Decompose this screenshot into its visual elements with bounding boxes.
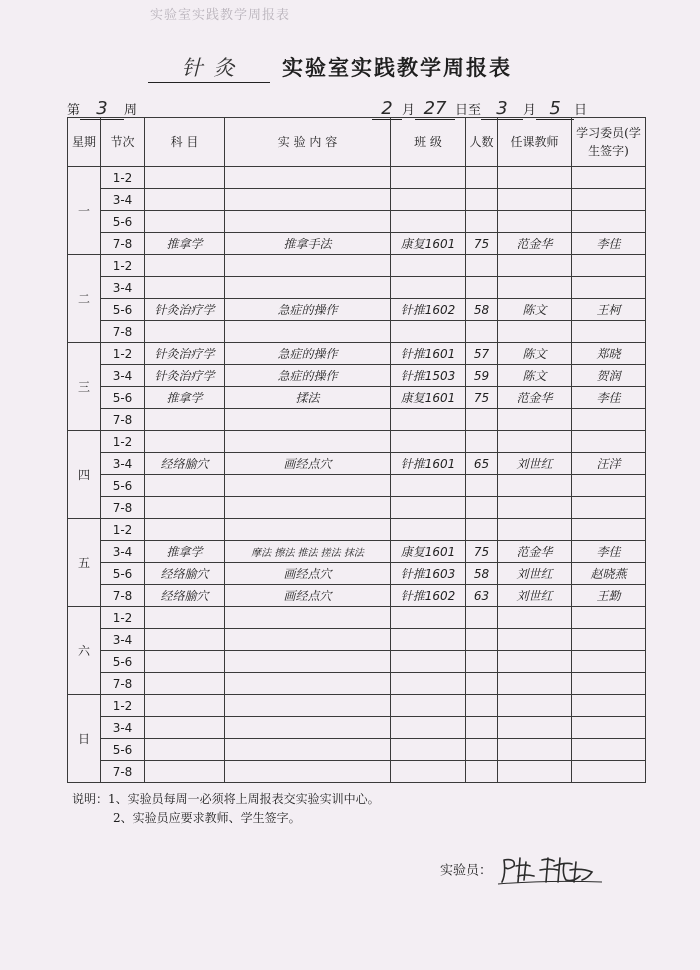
count-cell	[466, 629, 498, 651]
session-cell: 7-8	[101, 321, 145, 343]
table-row	[68, 563, 646, 585]
count-cell: 75	[466, 233, 498, 255]
table-row	[68, 629, 646, 651]
count-cell	[466, 519, 498, 541]
content-cell: 推拿手法	[225, 233, 391, 255]
content-cell	[225, 189, 391, 211]
table-row	[68, 365, 646, 387]
teacher-cell: 陈文	[498, 299, 572, 321]
session-cell: 1-2	[101, 343, 145, 365]
class-cell: 针推1601	[391, 343, 466, 365]
content-cell	[225, 409, 391, 431]
session-cell: 5-6	[101, 651, 145, 673]
table-row	[68, 695, 646, 717]
teacher-cell: 范金华	[498, 541, 572, 563]
class-cell	[391, 167, 466, 189]
session-cell: 1-2	[101, 431, 145, 453]
class-cell	[391, 761, 466, 783]
day-to-char: 日至	[455, 103, 482, 118]
table-row	[68, 453, 646, 475]
count-cell	[466, 761, 498, 783]
monitor-cell: 李佳	[572, 387, 646, 409]
monitor-cell	[572, 255, 646, 277]
monitor-cell	[572, 321, 646, 343]
content-cell	[225, 321, 391, 343]
teacher-cell	[498, 277, 572, 299]
monitor-cell	[572, 277, 646, 299]
teacher-cell	[498, 651, 572, 673]
monitor-cell: 王勤	[572, 585, 646, 607]
monitor-cell: 贺润	[572, 365, 646, 387]
table-row	[68, 277, 646, 299]
session-cell: 5-6	[101, 387, 145, 409]
session-cell: 3-4	[101, 629, 145, 651]
count-cell	[466, 431, 498, 453]
teacher-cell: 范金华	[498, 233, 572, 255]
weekday-cell: 六	[68, 607, 101, 695]
day-char: 日	[574, 103, 588, 118]
session-cell: 1-2	[101, 519, 145, 541]
subject-cell: 经络腧穴	[145, 563, 225, 585]
subject-cell	[145, 409, 225, 431]
table-body	[68, 167, 646, 783]
count-cell: 57	[466, 343, 498, 365]
session-cell: 5-6	[101, 563, 145, 585]
subject-cell: 针灸治疗学	[145, 365, 225, 387]
monitor-cell: 王柯	[572, 299, 646, 321]
teacher-cell: 陈文	[498, 343, 572, 365]
start-day: 27	[415, 98, 455, 120]
start-month: 2	[372, 98, 402, 120]
class-cell	[391, 673, 466, 695]
table-row	[68, 497, 646, 519]
col-monitor: 学习委员(学生签字)	[572, 118, 646, 167]
teacher-cell	[498, 189, 572, 211]
table-row	[68, 387, 646, 409]
content-cell: 画经点穴	[225, 563, 391, 585]
count-cell: 58	[466, 299, 498, 321]
count-cell	[466, 189, 498, 211]
report-table	[67, 117, 646, 783]
teacher-cell	[498, 255, 572, 277]
table-row	[68, 717, 646, 739]
subject-cell	[145, 277, 225, 299]
teacher-cell	[498, 673, 572, 695]
table-row	[68, 475, 646, 497]
teacher-cell: 刘世红	[498, 453, 572, 475]
weekday-cell: 一	[68, 167, 101, 255]
monitor-cell	[572, 673, 646, 695]
table-header-row	[68, 118, 646, 167]
table-row	[68, 519, 646, 541]
session-cell: 5-6	[101, 475, 145, 497]
class-cell	[391, 409, 466, 431]
table-row	[68, 739, 646, 761]
monitor-cell	[572, 497, 646, 519]
content-cell	[225, 761, 391, 783]
monitor-cell: 李佳	[572, 233, 646, 255]
title-text: 实验室实践教学周报表	[282, 55, 512, 80]
table-row	[68, 541, 646, 563]
table-row	[68, 343, 646, 365]
class-cell: 针推1602	[391, 585, 466, 607]
session-cell: 3-4	[101, 365, 145, 387]
content-cell: 揉法	[225, 387, 391, 409]
class-cell: 康复1601	[391, 541, 466, 563]
class-cell	[391, 651, 466, 673]
table-row	[68, 255, 646, 277]
content-cell: 摩法 擦法 推法 搓法 抹法	[225, 541, 391, 563]
monitor-cell: 汪洋	[572, 453, 646, 475]
monitor-cell: 赵晓燕	[572, 563, 646, 585]
teacher-cell	[498, 519, 572, 541]
subject-cell	[145, 717, 225, 739]
content-cell: 急症的操作	[225, 365, 391, 387]
class-cell	[391, 717, 466, 739]
subject-cell	[145, 431, 225, 453]
class-cell	[391, 497, 466, 519]
count-cell: 58	[466, 563, 498, 585]
signature	[496, 852, 606, 890]
session-cell: 7-8	[101, 233, 145, 255]
teacher-cell	[498, 695, 572, 717]
class-cell	[391, 607, 466, 629]
monitor-cell	[572, 651, 646, 673]
class-cell	[391, 739, 466, 761]
table-row	[68, 409, 646, 431]
class-cell	[391, 695, 466, 717]
note-1: 说明：1、实验员每周一必须将上周报表交实验实训中心。	[72, 792, 380, 806]
class-cell	[391, 519, 466, 541]
col-count: 人数	[466, 118, 498, 167]
bleed-through-text: 实验室实践教学周报表	[150, 8, 291, 23]
count-cell	[466, 739, 498, 761]
signer-block	[440, 852, 606, 890]
monitor-cell: 郑晓	[572, 343, 646, 365]
content-cell	[225, 651, 391, 673]
count-cell	[466, 651, 498, 673]
count-cell: 75	[466, 387, 498, 409]
session-cell: 5-6	[101, 211, 145, 233]
monitor-cell	[572, 629, 646, 651]
count-cell	[466, 717, 498, 739]
teacher-cell	[498, 167, 572, 189]
teacher-cell	[498, 211, 572, 233]
weekday-cell: 三	[68, 343, 101, 431]
monitor-cell	[572, 167, 646, 189]
subject-cell	[145, 475, 225, 497]
monitor-cell	[572, 519, 646, 541]
session-cell: 3-4	[101, 189, 145, 211]
content-cell	[225, 673, 391, 695]
session-cell: 7-8	[101, 585, 145, 607]
class-cell	[391, 277, 466, 299]
teacher-cell	[498, 629, 572, 651]
count-cell	[466, 607, 498, 629]
subject-cell	[145, 607, 225, 629]
count-cell	[466, 277, 498, 299]
session-cell: 3-4	[101, 541, 145, 563]
monitor-cell	[572, 717, 646, 739]
class-cell: 针推1603	[391, 563, 466, 585]
subject-cell	[145, 695, 225, 717]
end-month: 3	[481, 98, 523, 120]
monitor-cell: 李佳	[572, 541, 646, 563]
class-cell	[391, 321, 466, 343]
count-cell: 75	[466, 541, 498, 563]
session-cell: 3-4	[101, 453, 145, 475]
table-row	[68, 651, 646, 673]
table-row	[68, 211, 646, 233]
teacher-cell	[498, 607, 572, 629]
class-cell: 康复1601	[391, 233, 466, 255]
content-cell	[225, 607, 391, 629]
month-char: 月	[402, 103, 416, 118]
subject-cell	[145, 255, 225, 277]
teacher-cell: 范金华	[498, 387, 572, 409]
table-row	[68, 167, 646, 189]
class-cell: 康复1601	[391, 387, 466, 409]
signature-scribble	[496, 852, 606, 886]
content-cell	[225, 211, 391, 233]
count-cell	[466, 321, 498, 343]
teacher-cell: 陈文	[498, 365, 572, 387]
class-cell: 针推1503	[391, 365, 466, 387]
session-cell: 3-4	[101, 277, 145, 299]
content-cell	[225, 717, 391, 739]
weekday-cell: 日	[68, 695, 101, 783]
session-cell: 7-8	[101, 673, 145, 695]
count-cell: 59	[466, 365, 498, 387]
session-cell: 5-6	[101, 299, 145, 321]
content-cell	[225, 475, 391, 497]
count-cell	[466, 167, 498, 189]
content-cell	[225, 695, 391, 717]
content-cell	[225, 255, 391, 277]
subject-cell	[145, 321, 225, 343]
count-cell	[466, 497, 498, 519]
class-cell	[391, 211, 466, 233]
table-row	[68, 761, 646, 783]
monitor-cell	[572, 739, 646, 761]
class-cell	[391, 431, 466, 453]
session-cell: 7-8	[101, 497, 145, 519]
month-char-2: 月	[523, 103, 537, 118]
content-cell: 急症的操作	[225, 343, 391, 365]
class-cell	[391, 475, 466, 497]
monitor-cell	[572, 431, 646, 453]
count-cell	[466, 475, 498, 497]
col-subject: 科 目	[145, 118, 225, 167]
subject-cell: 经络腧穴	[145, 585, 225, 607]
teacher-cell	[498, 739, 572, 761]
weekday-cell: 四	[68, 431, 101, 519]
teacher-cell: 刘世红	[498, 563, 572, 585]
subject-cell	[145, 673, 225, 695]
weekday-cell: 二	[68, 255, 101, 343]
table-row	[68, 189, 646, 211]
subject-cell	[145, 211, 225, 233]
note-2: 2、实验员应要求教师、学生签字。	[113, 811, 301, 825]
count-cell	[466, 255, 498, 277]
weekday-cell: 五	[68, 519, 101, 607]
subject-cell	[145, 761, 225, 783]
subject-cell: 针灸治疗学	[145, 299, 225, 321]
week-number: 3	[80, 98, 124, 120]
count-cell	[466, 211, 498, 233]
content-cell	[225, 519, 391, 541]
class-cell	[391, 255, 466, 277]
teacher-cell	[498, 497, 572, 519]
subject-cell: 经络腧穴	[145, 453, 225, 475]
monitor-cell	[572, 211, 646, 233]
end-day: 5	[536, 98, 574, 120]
subject-cell: 推拿学	[145, 233, 225, 255]
session-cell: 5-6	[101, 739, 145, 761]
col-class: 班 级	[391, 118, 466, 167]
teacher-cell	[498, 321, 572, 343]
count-cell	[466, 695, 498, 717]
session-cell: 7-8	[101, 409, 145, 431]
class-cell: 针推1602	[391, 299, 466, 321]
subject-cell	[145, 519, 225, 541]
session-cell: 3-4	[101, 717, 145, 739]
monitor-cell	[572, 695, 646, 717]
department-name: 针 灸	[148, 52, 270, 83]
session-cell: 1-2	[101, 607, 145, 629]
subject-cell: 推拿学	[145, 541, 225, 563]
subject-cell: 推拿学	[145, 387, 225, 409]
col-session: 节次	[101, 118, 145, 167]
col-teacher: 任课教师	[498, 118, 572, 167]
table-row	[68, 299, 646, 321]
content-cell	[225, 277, 391, 299]
teacher-cell: 刘世红	[498, 585, 572, 607]
monitor-cell	[572, 189, 646, 211]
session-cell: 1-2	[101, 695, 145, 717]
subject-cell	[145, 651, 225, 673]
teacher-cell	[498, 717, 572, 739]
subject-cell	[145, 629, 225, 651]
monitor-cell	[572, 761, 646, 783]
week-prefix: 第	[67, 103, 81, 118]
content-cell	[225, 739, 391, 761]
table-row	[68, 233, 646, 255]
table-row	[68, 673, 646, 695]
table-row	[68, 321, 646, 343]
class-cell	[391, 629, 466, 651]
content-cell	[225, 629, 391, 651]
monitor-cell	[572, 607, 646, 629]
content-cell	[225, 431, 391, 453]
signer-label: 实验员：	[440, 863, 493, 879]
table-row	[68, 431, 646, 453]
session-cell: 1-2	[101, 255, 145, 277]
content-cell	[225, 167, 391, 189]
content-cell: 画经点穴	[225, 585, 391, 607]
content-cell: 画经点穴	[225, 453, 391, 475]
count-cell: 63	[466, 585, 498, 607]
subject-cell	[145, 497, 225, 519]
col-weekday: 星期	[68, 118, 101, 167]
col-content: 实 验 内 容	[225, 118, 391, 167]
table-row	[68, 607, 646, 629]
teacher-cell	[498, 761, 572, 783]
subject-cell	[145, 189, 225, 211]
session-cell: 7-8	[101, 761, 145, 783]
class-cell: 针推1601	[391, 453, 466, 475]
subject-cell	[145, 167, 225, 189]
week-suffix: 周	[124, 103, 138, 118]
page-title	[148, 52, 512, 83]
subject-cell	[145, 739, 225, 761]
session-cell: 1-2	[101, 167, 145, 189]
content-cell: 急症的操作	[225, 299, 391, 321]
monitor-cell	[572, 475, 646, 497]
monitor-cell	[572, 409, 646, 431]
content-cell	[225, 497, 391, 519]
subject-cell: 针灸治疗学	[145, 343, 225, 365]
count-cell: 65	[466, 453, 498, 475]
count-cell	[466, 409, 498, 431]
class-cell	[391, 189, 466, 211]
teacher-cell	[498, 409, 572, 431]
notes	[72, 790, 380, 828]
count-cell	[466, 673, 498, 695]
teacher-cell	[498, 475, 572, 497]
table-row	[68, 585, 646, 607]
teacher-cell	[498, 431, 572, 453]
